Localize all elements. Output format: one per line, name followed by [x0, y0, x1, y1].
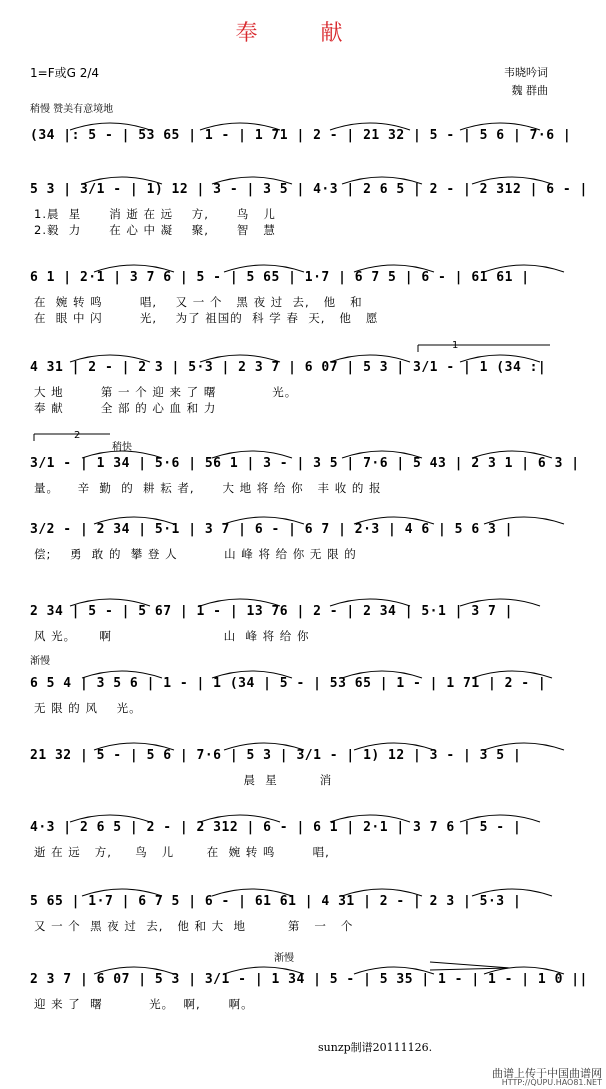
- lyrics-verse-1: 大 地 第 一 个 迎 来 了 曙 光。: [34, 385, 298, 399]
- lyrics-verse-2: 在 眼 中 闪 光, 为了 祖国的 科 学 春 天, 他 愿: [34, 311, 379, 325]
- lyrics-verse-2: 奉 献 全 部 的 心 血 和 力: [34, 401, 217, 415]
- notation-line: 2 3 7 | 6 07 | 5 3 | 3/1 - | 1 34 | 5 - | 5 35 | 1 - | 1 - | 1 0 ||: [30, 972, 588, 987]
- lyrics-verse-1: 风 光。 啊 山 峰 将 给 你: [34, 629, 310, 643]
- lyricist: 韦晓吟词: [504, 66, 548, 79]
- watermark-url: HTTP://QUPU.HAO81.NET: [501, 1078, 602, 1087]
- lyrics-verse-1: 无 限 的 风 光。: [34, 701, 142, 715]
- footer-credit: sunzp制谱20111126.: [318, 1041, 433, 1054]
- volta-2-label: 2: [74, 430, 81, 441]
- notation-line: 4 31 | 2 - | 2 3 | 5·3 | 2 3 7 | 6 07 | 5 3 | 3/1 - | 1 (34 :|: [30, 360, 547, 375]
- notation-line: 5 3 | 3/1 - | 1) 12 | 3 - | 3 5 | 4·3 | 2 6 5 | 2 - | 2 312 | 6 - |: [30, 182, 588, 197]
- lyrics-verse-1: 逝 在 远 方, 鸟 儿 在 婉 转 鸣 唱,: [34, 845, 330, 859]
- notation-line: 5 65 | 1·7 | 6 7 5 | 6 - | 61 61 | 4 31 | 2 - | 2 3 | 5·3 |: [30, 894, 522, 909]
- key-signature: 1=F或G 2/4: [30, 66, 100, 80]
- notation-line: (34 |: 5 - | 53 65 | 1 - | 1 71 | 2 - | 21 32 | 5 - | 5 6 | 7·6 |: [30, 128, 572, 143]
- notation-line: 6 1 | 2·1 | 3 7 6 | 5 - | 5 65 | 1·7 | 6 7 5 | 6 - | 61 61 |: [30, 270, 530, 285]
- notation-line: 4·3 | 2 6 5 | 2 - | 2 312 | 6 - | 6 1 | 2·1 | 3 7 6 | 5 - |: [30, 820, 522, 835]
- notation-line: 6 5 4 | 3 5 6 | 1 - | 1 (34 | 5 - | 53 65 | 1 - | 1 71 | 2 - |: [30, 676, 547, 691]
- lyrics-verse-1: 量。 辛 勤 的 耕 耘 者, 大 地 将 给 你 丰 收 的 报: [34, 481, 382, 495]
- song-title: 奉 献: [235, 21, 371, 46]
- lyrics-verse-2: 2.毅 力 在 心 中 凝 聚, 智 慧: [34, 223, 276, 237]
- notation-line: 3/1 - | 1 34 | 5·6 | 56 1 | 3 - | 3 5 | 7·6 | 5 43 | 2 3 1 | 6 3 |: [30, 456, 580, 471]
- tempo-slower-2: 渐慢: [274, 953, 294, 964]
- watermark: 曲谱上传于中国曲谱网: [492, 1067, 602, 1080]
- lyrics-verse-1: 晨 星 消: [34, 773, 333, 787]
- lyrics-verse-1: 偿; 勇 敢 的 攀 登 人 山 峰 将 给 你 无 限 的: [34, 547, 357, 561]
- lyrics-verse-1: 在 婉 转 鸣 唱, 又 一 个 黑 夜 过 去, 他 和: [34, 295, 363, 309]
- notation-line: 21 32 | 5 - | 5 6 | 7·6 | 5 3 | 3/1 - | 1) 12 | 3 - | 3 5 |: [30, 748, 522, 763]
- notation-line: 2 34 | 5 - | 5 67 | 1 - | 13 76 | 2 - | 2 34 | 5·1 | 3 7 |: [30, 604, 513, 619]
- lyrics-verse-1: 1.晨 星 消 逝 在 远 方, 鸟 儿: [34, 207, 276, 221]
- tempo-slower-1: 渐慢: [30, 656, 50, 667]
- composer: 魏 群曲: [511, 84, 548, 97]
- volta-1-label: 1: [452, 340, 459, 351]
- notation-line: 3/2 - | 2 34 | 5·1 | 3 7 | 6 - | 6 7 | 2·3 | 4 6 | 5 6 3 |: [30, 522, 513, 537]
- lyrics-verse-1: 迎 来 了 曙 光。 啊, 啊。: [34, 997, 254, 1011]
- tempo-faster: 稍快: [112, 442, 132, 453]
- tempo-marking: 稍慢 赞美有意境地: [30, 104, 114, 115]
- lyrics-verse-1: 又 一 个 黑 夜 过 去, 他 和 大 地 第 一 个: [34, 919, 354, 933]
